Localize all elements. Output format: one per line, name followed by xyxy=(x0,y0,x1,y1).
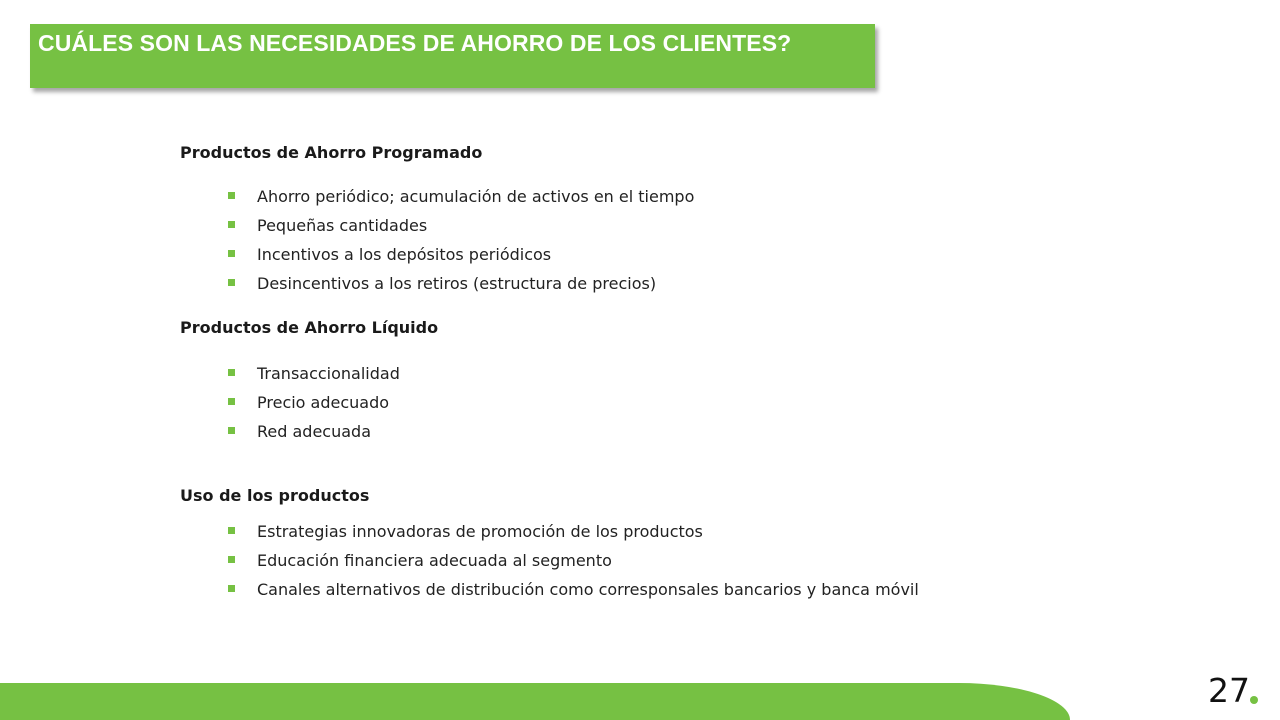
page-number-dot-icon xyxy=(1250,696,1258,704)
list-item xyxy=(228,417,400,446)
square-bullet-icon xyxy=(228,398,235,405)
list-item xyxy=(228,240,694,269)
square-bullet-icon xyxy=(228,279,235,286)
list-item xyxy=(228,388,400,417)
list-item-text: Precio adecuado xyxy=(257,393,390,412)
list-item xyxy=(228,269,694,298)
square-bullet-icon xyxy=(228,221,235,228)
section-heading-uso-productos: Uso de los productos xyxy=(180,486,370,505)
list-item-text: Estrategias innovadoras de promoción de los productos xyxy=(257,522,703,541)
slide-title: CUÁLES SON LAS NECESIDADES DE AHORRO DE LOS CLIENTES? xyxy=(38,30,792,56)
bullet-list-uso-productos xyxy=(228,517,919,604)
square-bullet-icon xyxy=(228,250,235,257)
section-heading-ahorro-liquido: Productos de Ahorro Líquido xyxy=(180,318,439,337)
section-heading-ahorro-programado: Productos de Ahorro Programado xyxy=(180,143,483,162)
list-item-text: Red adecuada xyxy=(257,422,371,441)
list-item-text: Ahorro periódico; acumulación de activos en el tiempo xyxy=(257,187,695,206)
list-item xyxy=(228,359,400,388)
square-bullet-icon xyxy=(228,192,235,199)
square-bullet-icon xyxy=(228,427,235,434)
page-number: 27 xyxy=(1208,671,1250,710)
square-bullet-icon xyxy=(228,585,235,592)
list-item-text: Pequeñas cantidades xyxy=(257,216,428,235)
footer-band xyxy=(0,683,1070,720)
list-item-text: Desincentivos a los retiros (estructura de precios) xyxy=(257,274,657,293)
list-item xyxy=(228,546,919,575)
list-item xyxy=(228,575,919,604)
bullet-list-ahorro-programado xyxy=(228,182,694,298)
list-item xyxy=(228,182,694,211)
list-item xyxy=(228,517,919,546)
list-item xyxy=(228,211,694,240)
list-item-text: Incentivos a los depósitos periódicos xyxy=(257,245,552,264)
list-item-text: Canales alternativos de distribución como corresponsales bancarios y banca móvil xyxy=(257,580,919,599)
square-bullet-icon xyxy=(228,527,235,534)
list-item-text: Educación financiera adecuada al segmento xyxy=(257,551,612,570)
list-item-text: Transaccionalidad xyxy=(257,364,400,383)
square-bullet-icon xyxy=(228,556,235,563)
bullet-list-ahorro-liquido xyxy=(228,359,400,446)
square-bullet-icon xyxy=(228,369,235,376)
